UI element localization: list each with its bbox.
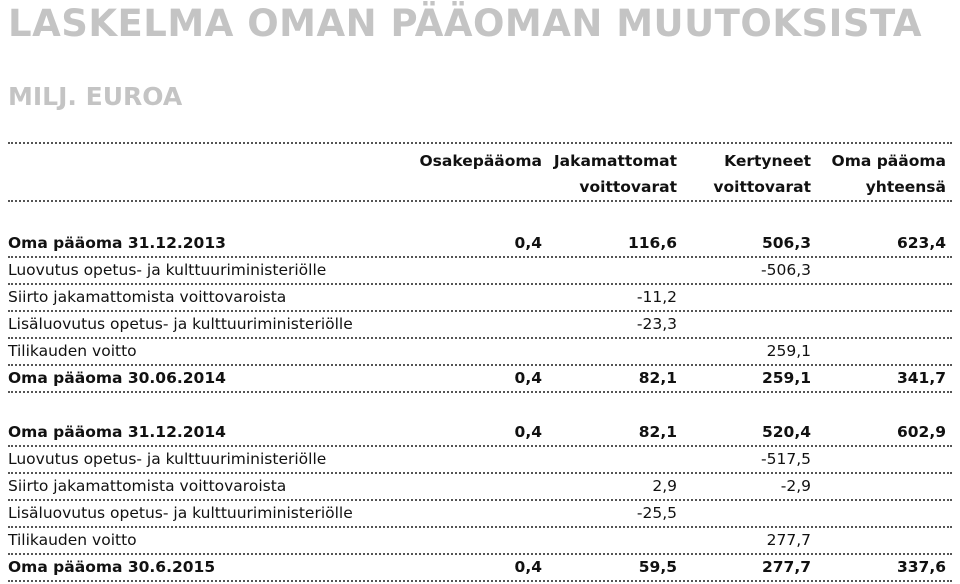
cell-retained: 259,1 xyxy=(761,369,811,387)
cell-undistributed: 82,1 xyxy=(638,423,677,441)
header-separator xyxy=(8,118,952,144)
cell-share-capital: 0,4 xyxy=(514,234,542,252)
cell-retained: 259,1 xyxy=(766,342,811,360)
cell-share-capital: 0,4 xyxy=(514,369,542,387)
col-header-retained: Kertyneet xyxy=(724,152,811,170)
row-label: Oma pääoma 31.12.2013 xyxy=(8,234,226,252)
row-label: Oma pääoma 30.06.2014 xyxy=(8,369,226,387)
row-label: Oma pääoma 30.6.2015 xyxy=(8,558,216,576)
row-label: Oma pääoma 31.12.2014 xyxy=(8,423,226,441)
unit-subtitle: MILJ. EUROA xyxy=(8,82,183,111)
row-label: Siirto jakamattomista voittovaroista xyxy=(8,477,287,495)
table-row xyxy=(8,311,952,339)
row-label: Lisäluovutus opetus- ja kulttuuriministeriölle xyxy=(8,504,353,522)
page-title: LASKELMA OMAN PÄÄOMAN MUUTOKSISTA xyxy=(8,2,923,45)
cell-retained: -506,3 xyxy=(761,261,811,279)
row-label: Siirto jakamattomista voittovaroista xyxy=(8,288,287,306)
table-row xyxy=(8,419,952,447)
cell-total: 623,4 xyxy=(896,234,946,252)
cell-undistributed: -23,3 xyxy=(636,315,677,333)
cell-retained: 506,3 xyxy=(761,234,811,252)
cell-total: 602,9 xyxy=(896,423,946,441)
table-row-total xyxy=(8,554,952,582)
table-row xyxy=(8,446,952,474)
cell-undistributed: 116,6 xyxy=(627,234,677,252)
cell-share-capital: 0,4 xyxy=(514,558,542,576)
cell-undistributed: 59,5 xyxy=(638,558,677,576)
col-header-retained-line2: voittovarat xyxy=(713,178,811,196)
cell-retained: -2,9 xyxy=(780,477,811,495)
cell-retained: 277,7 xyxy=(766,531,811,549)
row-label: Luovutus opetus- ja kulttuuriministeriölle xyxy=(8,450,327,468)
column-header-row-2 xyxy=(8,174,952,202)
column-header-row-1 xyxy=(8,148,952,174)
row-label: Tilikauden voitto xyxy=(8,342,137,360)
col-header-total-equity-line2: yhteensä xyxy=(865,178,946,196)
col-header-share-capital: Osakepääoma xyxy=(419,152,542,170)
row-label: Luovutus opetus- ja kulttuuriministeriölle xyxy=(8,261,327,279)
table-row xyxy=(8,284,952,312)
cell-undistributed: -25,5 xyxy=(636,504,677,522)
cell-retained: -517,5 xyxy=(761,450,811,468)
table-row xyxy=(8,473,952,501)
cell-undistributed: 2,9 xyxy=(652,477,677,495)
cell-total: 337,6 xyxy=(896,558,946,576)
table-row xyxy=(8,500,952,528)
row-label: Lisäluovutus opetus- ja kulttuuriministeriölle xyxy=(8,315,353,333)
table-row xyxy=(8,338,952,366)
table-row-total xyxy=(8,365,952,393)
cell-total: 341,7 xyxy=(896,369,946,387)
cell-retained: 277,7 xyxy=(761,558,811,576)
cell-undistributed: -11,2 xyxy=(636,288,677,306)
table-row xyxy=(8,527,952,555)
cell-retained: 520,4 xyxy=(761,423,811,441)
cell-share-capital: 0,4 xyxy=(514,423,542,441)
col-header-undistributed-line2: voittovarat xyxy=(579,178,677,196)
cell-undistributed: 82,1 xyxy=(638,369,677,387)
col-header-total-equity: Oma pääoma xyxy=(831,152,946,170)
table-row xyxy=(8,257,952,285)
row-label: Tilikauden voitto xyxy=(8,531,137,549)
table-row xyxy=(8,230,952,258)
col-header-undistributed: Jakamattomat xyxy=(553,152,677,170)
